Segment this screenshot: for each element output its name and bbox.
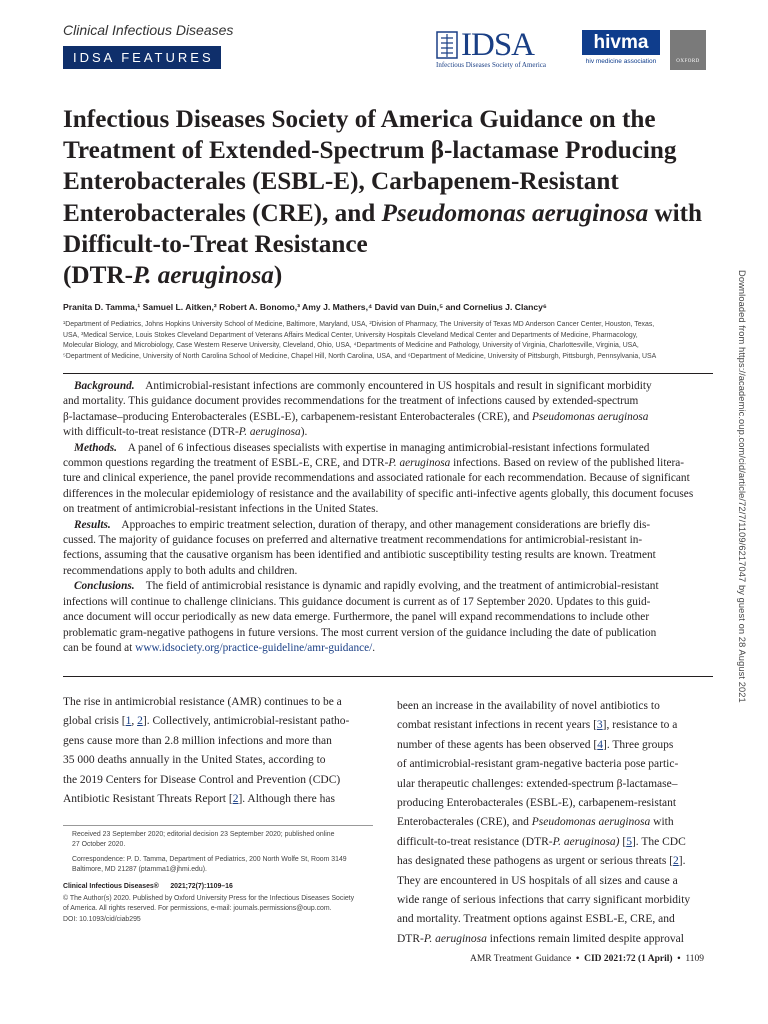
abstract-line: cussed. The majority of guidance focuses on preferred and alternative treatment recommendations for antimicrobial-resistant in- — [63, 534, 643, 547]
body-line: Enterobacterales (CRE), and Pseudomonas aeruginosa with — [397, 816, 674, 829]
running-title: AMR Treatment Guidance — [469, 954, 572, 964]
body-column-right — [397, 697, 707, 949]
abstract-line: differences in the molecular epidemiology of resistance and the availability of specific anti-infective agents globally, this document focuses — [63, 487, 694, 500]
affiliations — [63, 320, 713, 362]
footer-bullet: • — [576, 954, 580, 964]
abstract-line: fections, assuming that the causative organism has been identified and antibiotic susceptibility testing results are known. Treatment — [63, 549, 656, 562]
page-footer — [470, 954, 704, 964]
idsa-logo-word: IDSA — [461, 27, 535, 63]
body-line: gens cause more than 2.8 million infections and more than — [63, 734, 332, 747]
citation-link[interactable]: 2 — [673, 855, 679, 868]
correspondence — [63, 855, 373, 876]
citation-link[interactable]: 3 — [596, 719, 603, 732]
body-line: of antimicrobial-resistant gram-negative bacteria pose partic- — [397, 758, 679, 771]
abstract-line: ture and clinical experience, the panel provide recommendations and associated rationale for each recommendation. Because of significant — [63, 472, 690, 485]
abstract-line: can be found at www.idsociety.org/practice-guideline/amr-guidance/. — [63, 641, 376, 654]
abstract — [63, 379, 713, 656]
body-line: 35 000 deaths annually in the United States, according to — [63, 754, 326, 767]
guidance-link[interactable]: www.idsociety.org/practice-guideline/amr-guidance/ — [135, 641, 373, 654]
abstract-bottom-rule — [63, 676, 713, 677]
body-line: Antibiotic Resistant Threats Report [2]. Although there has — [63, 793, 335, 806]
body-line: number of these agents has been observed [4]. Three groups — [397, 738, 674, 751]
body-line: wide range of serious infections that carry significant morbidity — [397, 894, 691, 907]
body-line: They are encountered in US hospitals of all sizes and cause a — [397, 874, 678, 887]
title-line: Enterobacterales (CRE), and Pseudomonas aeruginosa with — [63, 199, 703, 227]
abstract-line: recommendations apply to both adults and children. — [63, 564, 298, 577]
background-heading: Background. — [74, 380, 135, 392]
citation-link[interactable]: 5 — [626, 835, 632, 848]
body-line: has designated these pathogens as urgent or serious threats [2]. — [397, 855, 686, 868]
hivma-logo — [582, 30, 660, 70]
title-line: Enterobacterales (ESBL-E), Carbapenem-Resistant — [63, 168, 619, 196]
conclusions-heading: Conclusions. — [74, 580, 135, 593]
affiliation-line: ¹Department of Pediatrics, Johns Hopkins University School of Medicine, Baltimore, Maryland, USA, ²Division of Pharmacy, The University of Texas MD Anderson Cancer Center, Houston, Texas, — [63, 321, 655, 328]
citation-link[interactable]: 2 — [232, 793, 239, 806]
body-line: global crisis [1, 2]. Collectively, antimicrobial-resistant patho- — [63, 715, 350, 728]
journal-name: Clinical Infectious Diseases — [63, 22, 234, 38]
author-list: Pranita D. Tamma,¹ Samuel L. Aitken,² Robert A. Bonomo,³ Amy J. Mathers,⁴ David van Duin,⁵ and Cornelius J. Clancy⁶ — [63, 302, 547, 312]
citation-link[interactable]: 2 — [137, 715, 143, 728]
abstract-top-rule — [63, 373, 713, 374]
body-line: DTR-P. aeruginosa infections remain limited despite approval — [397, 932, 684, 945]
abstract-line: Results. Approaches to empiric treatment selection, duration of therapy, and other management considerations are briefly dis- — [74, 518, 651, 531]
title-line: Treatment of Extended-Spectrum β-lactamase Producing — [63, 137, 677, 165]
body-line: producing Enterobacterales (ESBL-E), carbapenem-resistant — [397, 797, 677, 810]
footnote-line: 27 October 2020. — [72, 841, 126, 849]
affiliation-line: USA, ³Medical Service, Louis Stokes Cleveland Department of Veterans Affairs Medical Center, University Hospitals Cleveland Medical Center and Departments of Medicine, Pharmacology, — [63, 331, 638, 339]
footnote-line: Received 23 September 2020; editorial decision 23 September 2020; published online — [72, 831, 335, 838]
journal-citation — [63, 882, 373, 892]
results-heading: Results. — [74, 518, 111, 531]
abstract-line: Methods. A panel of 6 infectious diseases specialists with expertise in managing antimicrobial-resistant infections formulated — [74, 441, 650, 454]
body-line: and mortality. Treatment options against ESBL-E, CRE, and — [397, 913, 675, 926]
download-note — [735, 270, 749, 760]
copyright — [63, 894, 373, 925]
hivma-logo-subtitle: hiv medicine association — [585, 58, 657, 65]
affiliation-line: ⁵Department of Medicine, University of North Carolina School of Medicine, Chapel Hill, North Carolina, USA, and ⁶Department of Medicine, University of Pittsburgh, Pittsburgh, Pennsylvania, USA — [63, 352, 657, 360]
abstract-line: and mortality. This guidance document provides recommendations for the treatment of infections caused by extended-spectrum — [63, 395, 639, 408]
oxford-logo — [670, 30, 706, 70]
idsa-emblem-icon — [436, 30, 458, 60]
journal-issue: CID 2021:72 (1 April) — [584, 954, 673, 964]
abstract-line: Conclusions. The field of antimicrobial resistance is dynamic and rapidly evolving, and the treatment of antimicrobial-resistant — [74, 580, 659, 593]
body-line: been an increase in the availability of novel antibiotics to — [397, 700, 660, 712]
idsa-logo — [436, 28, 574, 72]
abstract-line: Background. Antimicrobial-resistant infections are commonly encountered in US hospitals and result in significant morbidity — [74, 380, 652, 392]
body-line: difficult-to-treat resistance (DTR-P. aeruginosa) [5]. The CDC — [397, 835, 686, 848]
abstract-line: β-lactamase–producing Enterobacterales (ESBL-E), carbapenem-resistant Enterobacterales (CRE), and Pseudomonas aeruginosa — [63, 410, 649, 423]
idsa-logo-subtitle: Infectious Diseases Society of America — [436, 61, 547, 69]
body-line: the 2019 Centers for Disease Control and Prevention (CDC) — [63, 773, 341, 786]
body-line: combat resistant infections in recent years [3], resistance to a — [397, 719, 678, 732]
footer-bullet: • — [677, 954, 681, 964]
footnote-line: of America. All rights reserved. For permissions, e-mail: journals.permissions@oup.com. — [63, 905, 332, 913]
methods-heading: Methods. — [74, 441, 117, 454]
footnote-line: Clinical Infectious Diseases® 2021;72(7):1109–16 — [63, 883, 233, 890]
body-line: ular therapeutic challenges: extended-spectrum β-lactamase– — [397, 777, 678, 790]
title-line: (DTR-P. aeruginosa) — [63, 262, 283, 290]
abstract-line: with difficult-to-treat resistance (DTR-P. aeruginosa). — [63, 426, 308, 439]
footnote-rule — [63, 825, 373, 826]
title-line: Infectious Diseases Society of America Guidance on the — [63, 106, 656, 133]
abstract-line: on treatment of antimicrobial-resistant infections in the United States. — [63, 503, 379, 516]
abstract-line: infections will continue to challenge clinicians. This guidance document is current as of 17 September 2020. Updates to this guid- — [63, 595, 651, 608]
title-line: Difficult-to-Treat Resistance — [63, 230, 368, 258]
body-line: The rise in antimicrobial resistance (AMR) continues to be a — [63, 696, 342, 708]
abstract-line: problematic gram-negative pathogens in future versions. The most current version of the guidance including the date of publication — [63, 626, 657, 639]
section-banner: IDSA FEATURES — [63, 46, 221, 69]
oxford-logo-text: OXFORD — [676, 59, 700, 64]
footnote-line: Baltimore, MD 21287 (ptamma1@jhmi.edu). — [72, 866, 207, 874]
abstract-line: common questions regarding the treatment of ESBL-E, CRE, and DTR-P. aeruginosa infections. Based on review of the published litera- — [63, 457, 685, 470]
received-dates — [63, 830, 373, 851]
abstract-line: ance document will occur periodically as new data emerge. Furthermore, the panel will expand recommendations to include other — [63, 611, 650, 624]
body-column-left — [63, 693, 373, 809]
footnote-line: Correspondence: P. D. Tamma, Department of Pediatrics, 200 North Wolfe St, Room 3149 — [72, 856, 347, 863]
citation-link[interactable]: 1 — [125, 715, 132, 728]
page-number: 1109 — [685, 954, 704, 964]
article-title — [63, 104, 713, 291]
download-note-text: Downloaded from https://academic.oup.com/cid/article/72/7/1109/6217047 by guest on 28 August 2021 — [737, 270, 747, 703]
footnote-line: © The Author(s) 2020. Published by Oxford University Press for the Infectious Diseases Society — [63, 895, 355, 902]
hivma-logo-word: hivma — [582, 30, 660, 55]
footnote-line: DOI: 10.1093/cid/ciab295 — [63, 915, 141, 923]
affiliation-line: Molecular Biology, and Microbiology, Case Western Reserve University, Cleveland, Ohio, USA, ⁴Departments of Medicine and Pathology, University of Virginia, Charlottesville, Virginia, USA, — [63, 342, 639, 349]
citation-link[interactable]: 4 — [597, 738, 603, 751]
